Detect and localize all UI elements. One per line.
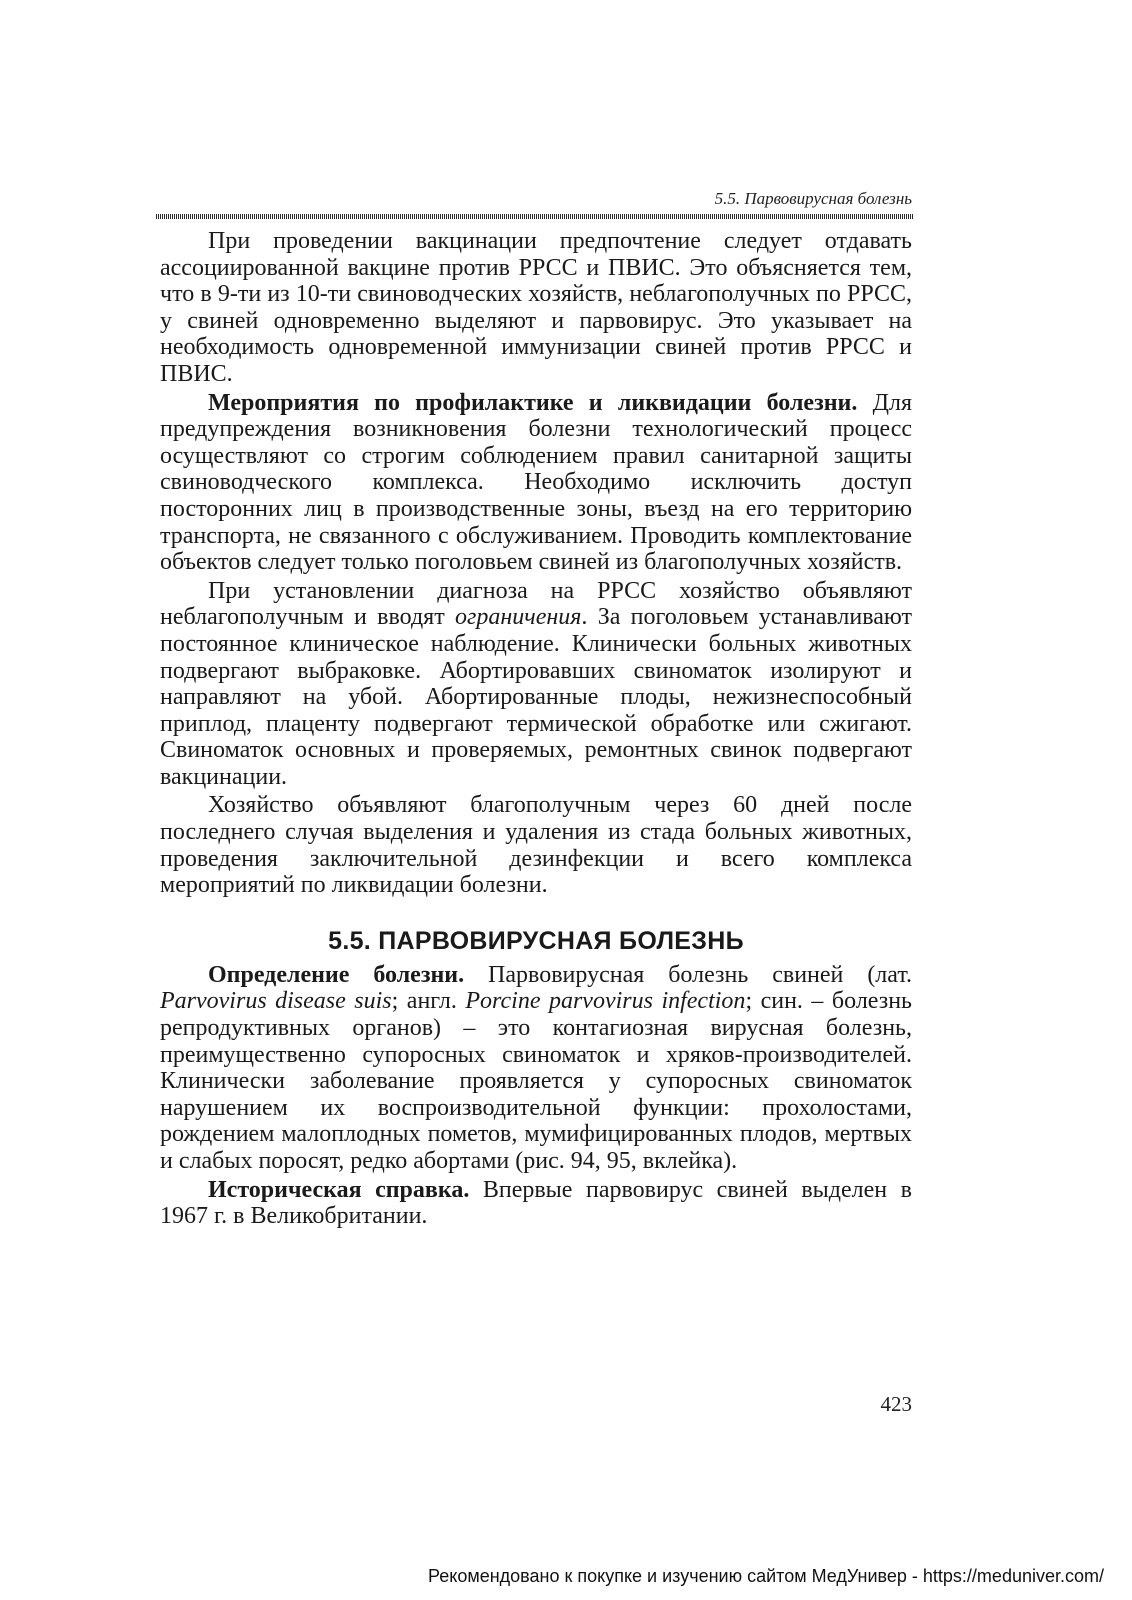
paragraph-definition [160,962,912,1175]
footer-recommendation: Рекомендовано к покупке и изучению сайтом МедУнивер - https://meduniver.com/ [428,1566,1104,1586]
paragraph-restrictions [160,578,912,791]
definition-text-1: Парвовирусная болезнь свиней (лат. [464,961,912,988]
prevention-heading: Мероприятия по профилактике и ликвидации болезни. [208,389,858,416]
history-heading: Историческая справка. [208,1176,470,1203]
running-head: 5.5. Парвовирусная болезнь [714,189,912,208]
definition-text-3: ; син. – болезнь репродуктивных органов) – это контагиозная вирусная болезнь, преимущественно супоросных свиноматок и хряков-производителей. Клинически заболевание проявляется у супоросных свиноматок нарушением их воспроизводительной функции: прохолостами, рождением малоплодных пометов, мумифицированных плодов, мертвых и слабых поросят, редко абортами (рис. 94, 95, вклейка). [160,988,913,1174]
definition-english-name: Porcine parvovirus infection [465,988,746,1015]
prevention-text: Для предупреждения возникновения болезни технологический процесс осуществляют со строгим соблюдением правил санитарной защиты свиноводческого комплекса. Необходимо исключить доступ посторонних лиц в производственные зоны, въезд на его территорию транспорта, не связанного с обслуживанием. Проводить комплектование объектов следует только поголовьем свиней из благополучных хозяйств. [160,389,912,576]
restrictions-text-start: При установлении диагноза на РРСС хозяйство объявляют неблагополучным и вводят [160,577,912,631]
section-title: 5.5. ПАРВОВИРУСНАЯ БОЛЕЗНЬ [328,926,744,955]
page-body [160,228,912,1230]
restrictions-text-end: . За поголовьем устанавливают постоянное клиническое наблюдение. Клинически больных животных подвергают выбраковке. Абортировавших свиноматок изолируют и направляют на убой. Абортированные плоды, нежизнеспособный приплод, плаценту подвергают термической обработке или сжигают. Свиноматок основных и проверяемых, ремонтных свинок подвергают вакцинации. [160,604,912,790]
definition-heading: Определение болезни. [208,961,465,988]
history-text: Впервые парвовирус свиней выделен в 1967 г. в Великобритании. [160,1176,912,1230]
restrictions-italic-term: ограничения [454,604,582,631]
page-number: 423 [880,1392,912,1416]
paragraph-vaccination: При проведении вакцинации предпочтение следует отдавать ассоциированной вакцине против РРСС и ПВИС. Это объясняется тем, что в 9-ти из 10-ти свиноводческих хозяйств, неблагополучных по РРСС, у свиней одновременно выделяют и парвовирус. Это указывает на необходимость одновременной иммунизации свиней против РРСС и ПВИС. [160,228,912,387]
header-rule [156,214,914,219]
definition-text-2: ; англ. [391,988,466,1015]
paragraph-prevention [160,390,912,576]
paragraph-recovery: Хозяйство объявляют благополучным через 60 дней после последнего случая выделения и удаления из стада больных животных, проведения заключительной дезинфекции и всего комплекса мероприятий по ликвидации болезни. [160,792,912,899]
paragraph-history [160,1177,912,1230]
definition-latin-name: Parvovirus disease suis [160,988,392,1015]
